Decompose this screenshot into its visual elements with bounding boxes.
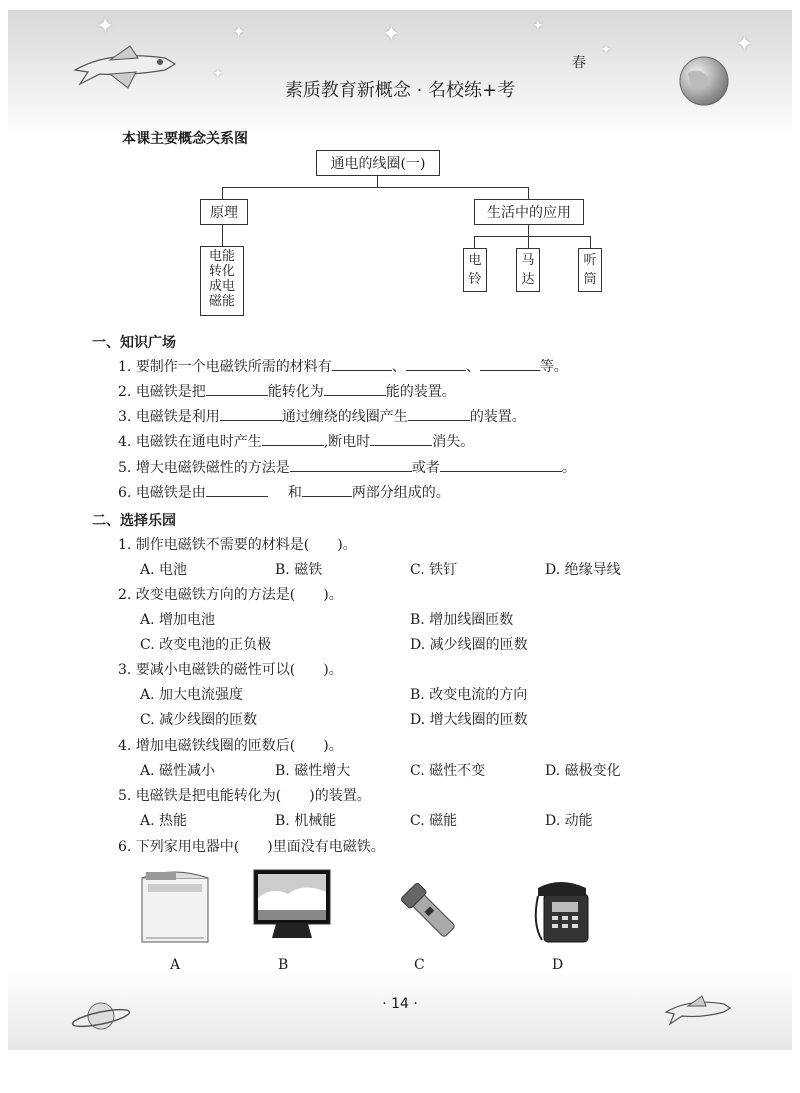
image-label-d: D: [552, 957, 564, 973]
choice-option[interactable]: D. 动能: [545, 813, 593, 829]
concept-text-line: 听: [583, 253, 597, 268]
concept-right-box: [474, 199, 584, 225]
choice-option[interactable]: C. 磁能: [410, 813, 458, 829]
question-text: 电磁铁是把: [135, 384, 206, 400]
choice-question-stem: 3. 要减小电磁铁的磁性可以( )。: [118, 662, 343, 678]
flashlight-image[interactable]: [398, 878, 462, 946]
question-text: 的装置。: [469, 409, 526, 425]
star-icon: ✦: [232, 22, 246, 41]
concept-text-line: 达: [521, 272, 535, 287]
fill-question-6: [118, 482, 450, 502]
connector-line: [528, 224, 529, 236]
choice-question-stem: 2. 改变电磁铁方向的方法是( )。: [118, 587, 343, 603]
question-text: 。: [561, 460, 576, 476]
answer-blank[interactable]: [206, 496, 268, 497]
star-icon: ✦: [382, 22, 401, 47]
connector-line: [222, 187, 223, 199]
image-label-c: C: [414, 957, 425, 973]
connector-line: [474, 236, 475, 248]
choice-option[interactable]: A. 增加电池: [140, 612, 216, 628]
connector-line: [528, 187, 529, 199]
answer-blank[interactable]: [324, 395, 386, 396]
choice-option[interactable]: A. 热能: [140, 813, 188, 829]
choice-option[interactable]: D. 减少线圈的匝数: [410, 637, 528, 653]
television-image[interactable]: [252, 868, 332, 942]
answer-blank[interactable]: [262, 445, 324, 446]
question-number: 6.: [118, 485, 132, 501]
choice-option[interactable]: A. 电池: [140, 562, 188, 578]
choice-option[interactable]: C. 磁性不变: [410, 763, 486, 779]
choice-option[interactable]: B. 改变电流的方向: [410, 687, 528, 703]
concept-left-label: 原理: [210, 205, 238, 221]
concept-text-line: 筒: [583, 272, 597, 287]
section-2-title: 二、选择乐园: [92, 513, 176, 529]
question-text: 增大电磁铁磁性的方法是: [135, 460, 290, 476]
question-number: 5.: [118, 460, 132, 476]
choice-option[interactable]: A. 磁性减小: [140, 763, 216, 779]
star-icon: ✦: [735, 32, 754, 57]
question-number: 4.: [118, 434, 132, 450]
choice-option[interactable]: C. 改变电池的正负极: [140, 637, 272, 653]
concept-text-line: 电能: [208, 249, 235, 264]
choice-option[interactable]: B. 机械能: [275, 813, 337, 829]
answer-blank[interactable]: [406, 370, 466, 371]
concept-root-label: 通电的线圈(一): [330, 156, 426, 172]
choice-option[interactable]: B. 磁铁: [275, 562, 323, 578]
question-text: 要制作一个电磁铁所需的材料有: [135, 359, 332, 375]
fill-question-3: [118, 406, 526, 426]
choice-question-stem: 4. 增加电磁铁线圈的匝数后( )。: [118, 738, 343, 754]
connector-line: [590, 236, 591, 248]
choice-option[interactable]: D. 磁极变化: [545, 763, 621, 779]
answer-blank[interactable]: [206, 395, 268, 396]
washing-machine-image[interactable]: [138, 864, 214, 948]
question-number: 2.: [118, 384, 132, 400]
space-shuttle-icon: [662, 990, 732, 1030]
choice-option[interactable]: A. 加大电流强度: [140, 687, 244, 703]
choice-question-stem: 5. 电磁铁是把电能转化为( )的装置。: [118, 788, 371, 804]
choice-option[interactable]: C. 减少线圈的匝数: [140, 712, 258, 728]
question-text: 两部分组成的。: [351, 485, 450, 501]
concept-text-line: 铃: [468, 272, 482, 287]
star-icon: ✦: [532, 18, 544, 34]
star-icon: ✦: [96, 14, 115, 39]
question-text: ,断电时: [323, 434, 371, 450]
concept-app-box-receiver: [578, 248, 602, 292]
fill-question-4: [118, 431, 474, 451]
question-text: 能的装置。: [385, 384, 456, 400]
image-label-a: A: [170, 957, 181, 973]
choice-question-stem: 1. 制作电磁铁不需要的材料是( )。: [118, 537, 357, 553]
concept-app-box-bell: [463, 248, 487, 292]
concept-map-heading: 本课主要概念关系图: [122, 131, 248, 147]
header-title: 素质教育新概念 · 名校练+考: [284, 80, 516, 101]
answer-blank[interactable]: [370, 445, 432, 446]
answer-blank[interactable]: [440, 471, 562, 472]
choice-option[interactable]: B. 增加线圈匝数: [410, 612, 514, 628]
answer-blank[interactable]: [302, 496, 352, 497]
question-text: 电磁铁是由: [135, 485, 206, 501]
answer-blank[interactable]: [408, 420, 470, 421]
question-text: 消失。: [432, 434, 475, 450]
question-number: 1.: [118, 359, 132, 375]
question-text: 通过缠绕的线圈产生: [281, 409, 408, 425]
question-text: 能转化为: [267, 384, 324, 400]
concept-text-line: 转化: [208, 264, 235, 279]
concept-text-line: 成电: [208, 279, 235, 294]
concept-text-line: 电: [468, 253, 482, 268]
telephone-image[interactable]: [530, 874, 596, 946]
question-text: 、: [391, 359, 406, 375]
answer-blank[interactable]: [480, 370, 540, 371]
image-label-b: B: [278, 957, 289, 973]
choice-question-stem: 6. 下列家用电器中( )里面没有电磁铁。: [118, 839, 385, 855]
section-1-title: 一、知识广场: [92, 335, 176, 351]
choice-option[interactable]: C. 铁钉: [410, 562, 458, 578]
concept-right-label: 生活中的应用: [487, 205, 571, 221]
season-label: 春: [572, 55, 586, 71]
star-icon: ✦: [600, 42, 612, 58]
question-number: 3.: [118, 409, 132, 425]
concept-text-line: 磁能: [208, 294, 235, 309]
answer-blank[interactable]: [332, 370, 392, 371]
connector-line: [377, 175, 378, 187]
question-text: 等。: [539, 359, 568, 375]
question-text: 电磁铁在通电时产生: [135, 434, 262, 450]
choice-option[interactable]: B. 磁性增大: [275, 763, 351, 779]
question-text: 或者: [411, 460, 440, 476]
connector-line: [222, 187, 529, 188]
connector-line: [528, 236, 529, 248]
connector-line: [474, 236, 590, 237]
question-text: 电磁铁是利用: [135, 409, 220, 425]
concept-text-line: 马: [521, 253, 535, 268]
choice-option[interactable]: D. 增大线圈的匝数: [410, 712, 528, 728]
answer-blank[interactable]: [220, 420, 282, 421]
answer-blank[interactable]: [290, 471, 412, 472]
fill-question-2: [118, 381, 456, 401]
star-icon: ✦: [212, 66, 224, 82]
concept-app-box-motor: [516, 248, 540, 292]
concept-left-child-box: [200, 246, 244, 316]
fill-question-5: [118, 457, 576, 477]
concept-root-box: [316, 150, 440, 176]
page-number: · 14 ·: [382, 996, 418, 1012]
connector-line: [222, 224, 223, 246]
concept-left-box: [200, 199, 248, 225]
fill-question-1: [118, 356, 568, 376]
question-text: 和: [287, 485, 302, 501]
choice-option[interactable]: D. 绝缘导线: [545, 562, 621, 578]
question-text: 、: [465, 359, 480, 375]
